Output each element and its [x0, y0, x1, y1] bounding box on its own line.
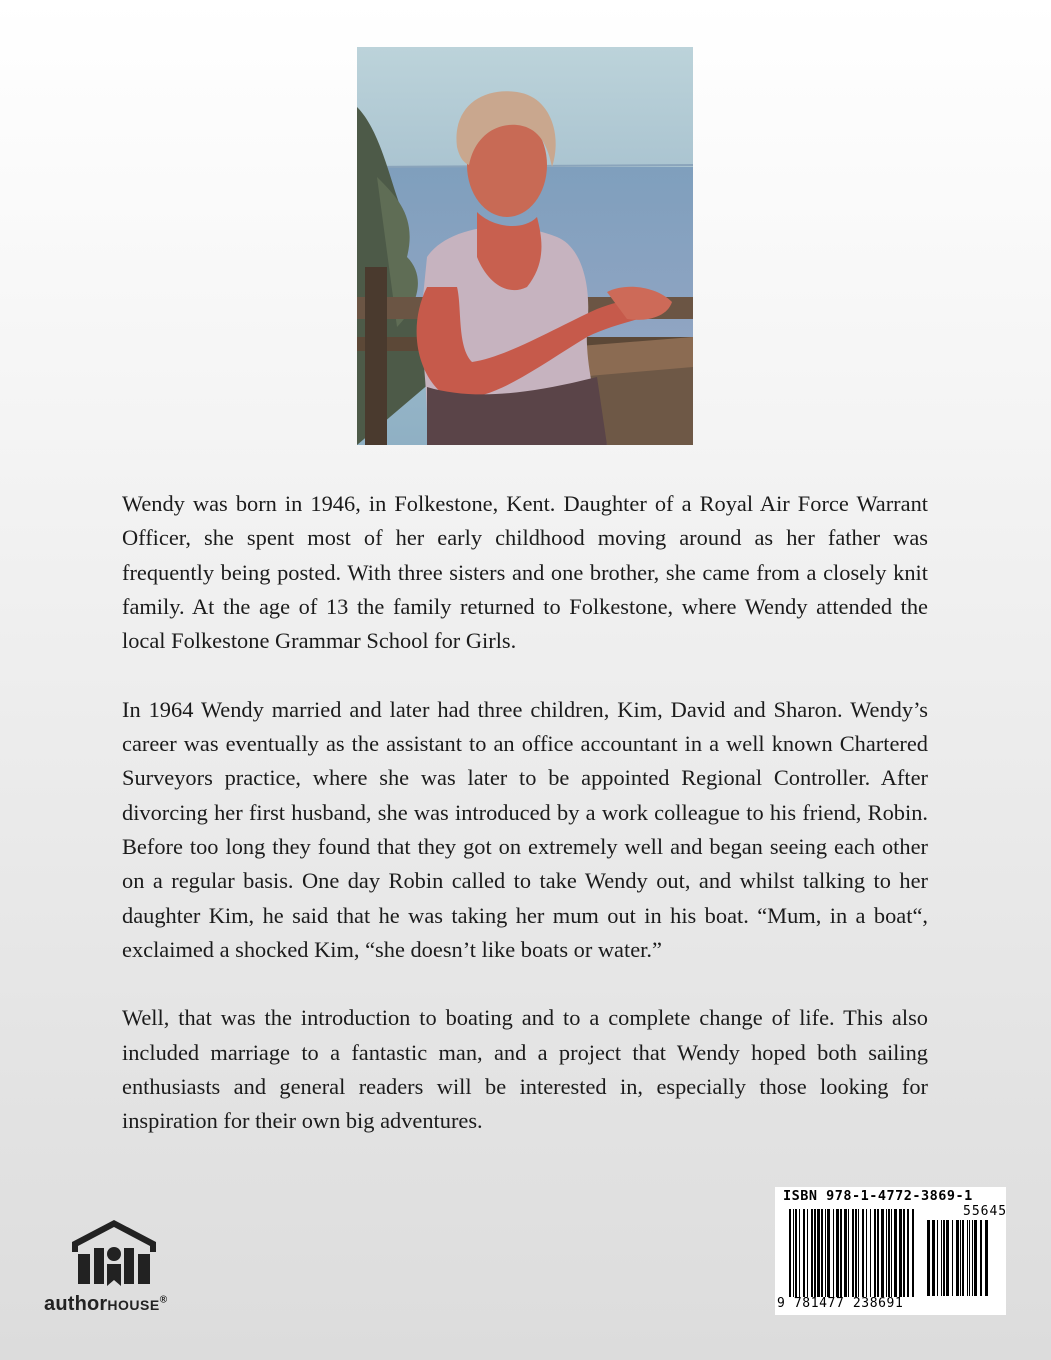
barcode-bar: [946, 1220, 949, 1296]
barcode-bar: [960, 1220, 961, 1296]
publisher-name-author: author: [44, 1293, 108, 1315]
barcode-bar: [903, 1209, 905, 1297]
barcode-bar: [803, 1209, 805, 1297]
barcode-bar: [793, 1209, 794, 1297]
barcode-bar: [972, 1220, 973, 1296]
barcode-bar: [899, 1209, 902, 1297]
bio-paragraph-3: Well, that was the introduction to boating and to a complete change of life. This also included marriage to a fantastic man, and a project that Wendy hoped both sailing enthusiasts and general readers will be interested in, especially those looking for inspiration for their own big adventures.: [122, 1005, 928, 1134]
barcode-bar: [870, 1209, 871, 1297]
authorhouse-logo-icon: [70, 1218, 158, 1288]
barcode-bar: [799, 1209, 800, 1297]
barcode-bar: [855, 1209, 857, 1297]
publisher-name: [44, 1293, 167, 1316]
barcode-bar: [874, 1209, 876, 1297]
barcode-bar: [795, 1209, 797, 1297]
barcode-bar: [844, 1209, 847, 1297]
publisher-name-house: HOUSE: [107, 1297, 160, 1313]
publisher-logo: [44, 1218, 194, 1318]
barcode-bar: [814, 1209, 816, 1297]
barcode-bar: [912, 1209, 914, 1297]
barcode-bar: [852, 1209, 854, 1297]
isbn-label: ISBN 978-1-4772-3869-1: [783, 1188, 973, 1204]
barcode-bar: [881, 1209, 884, 1297]
barcode-bar: [941, 1220, 942, 1296]
barcode-bar: [894, 1209, 897, 1297]
barcode-bar: [927, 1220, 930, 1296]
barcode-bar: [907, 1209, 909, 1297]
barcode-bar: [858, 1209, 859, 1297]
barcode-bar: [932, 1220, 935, 1296]
isbn-barcode: [775, 1187, 1006, 1315]
barcode-bar: [886, 1209, 887, 1297]
barcode-bar: [974, 1220, 977, 1296]
barcode-bar: [891, 1209, 892, 1297]
barcode-bar: [825, 1209, 826, 1297]
author-photo: [357, 47, 693, 445]
barcode-bar: [877, 1209, 879, 1297]
barcode-bar: [888, 1209, 890, 1297]
barcode-bar: [985, 1220, 988, 1296]
barcode-bar: [827, 1209, 830, 1297]
barcode-bar: [967, 1220, 968, 1296]
barcode-bar: [952, 1220, 953, 1296]
barcode-bar: [836, 1209, 839, 1297]
bio-paragraph-2: In 1964 Wendy married and later had three children, Kim, David and Sharon. Wendy’s career was eventually as the assistant to an office accountant in a well known Chartered Surveyors practice, where she was later to be appointed Regional Controller. After divorcing her first husband, she was introduced by a work colleague to his friend, Robin. Before too long they found that they got on extremely well and began seeing each other on a regular basis. One day Robin called to take Wendy out, and whilst talking to her daughter Kim, he said that he was taking her mum out in his boat. “Mum, in a boat“, exclaimed a shocked Kim, “she doesn’t like boats or water.”: [122, 696, 928, 962]
bio-paragraph-1: Wendy was born in 1946, in Folkestone, Kent. Daughter of a Royal Air Force Warrant Officer, she spent most of her early childhood moving around as her father was frequently being posted. With three sisters and one brother, she came from a closely knit family. At the age of 13 the family returned to Folkestone, where Wendy attended the local Folkestone Grammar School for Girls.: [122, 491, 928, 654]
barcode-bar: [956, 1220, 959, 1296]
barcode-bar: [969, 1220, 970, 1296]
barcode-bar: [866, 1209, 867, 1297]
barcode-bar: [833, 1209, 834, 1297]
main-barcode-bars: [789, 1209, 917, 1297]
barcode-bar: [817, 1209, 820, 1297]
barcode-bar: [937, 1220, 938, 1296]
barcode-bar: [840, 1209, 842, 1297]
addon-barcode-bars: [927, 1220, 991, 1296]
barcode-bar: [821, 1209, 823, 1297]
barcode-bar: [862, 1209, 864, 1297]
trademark-symbol: ®: [159, 1294, 168, 1306]
price-code: 55645: [963, 1204, 1008, 1219]
barcode-bar: [789, 1209, 791, 1297]
barcode-bar: [848, 1209, 849, 1297]
barcode-number: 9 781477 238691: [777, 1296, 904, 1311]
barcode-bar: [811, 1209, 813, 1297]
barcode-bar: [962, 1220, 964, 1296]
barcode-bar: [980, 1220, 982, 1296]
barcode-bar: [807, 1209, 808, 1297]
author-biography: [122, 487, 928, 1173]
barcode-bar: [943, 1220, 945, 1296]
